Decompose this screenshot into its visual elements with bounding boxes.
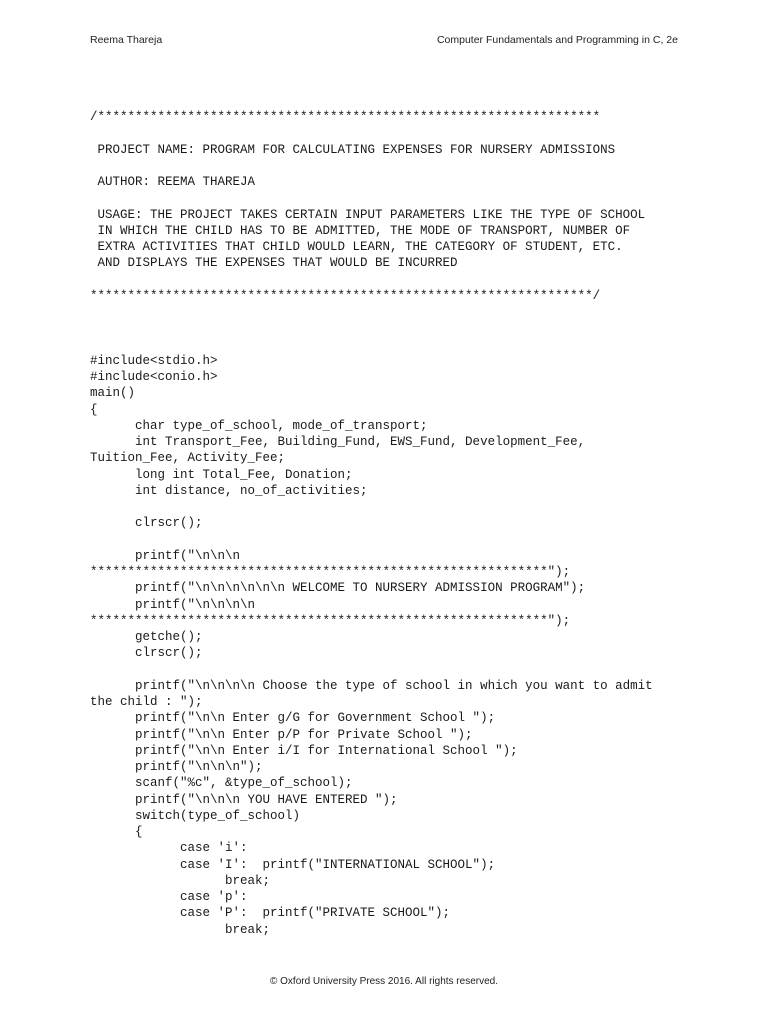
code-line: case 'i': xyxy=(90,841,248,856)
code-line: printf("\n\n\n xyxy=(90,548,241,563)
code-line xyxy=(90,158,653,174)
code-line: PROJECT NAME: PROGRAM FOR CALCULATING EXPENSES FOR NURSERY ADMISSIONS xyxy=(90,142,616,157)
code-line xyxy=(90,337,653,353)
code-line: Tuition_Fee, Activity_Fee; xyxy=(90,451,286,466)
code-line: { xyxy=(90,825,143,839)
page-header xyxy=(90,34,678,46)
code-line: { xyxy=(90,402,98,417)
code-line: printf("\n\n Enter g/G for Government School "); xyxy=(90,711,496,726)
code-line: AUTHOR: REEMA THAREJA xyxy=(90,175,256,189)
code-line: printf("\n\n\n\n Choose the type of school in which you want to admit xyxy=(90,678,653,693)
code-line xyxy=(90,304,653,320)
code-line: main() xyxy=(90,386,136,401)
code-line: getche(); xyxy=(90,630,203,644)
code-line: scanf("%c", &type_of_school); xyxy=(90,776,353,791)
code-line: printf("\n\n\n"); xyxy=(90,760,263,774)
code-line: *******************************************************************/ xyxy=(90,288,601,303)
code-line: printf("\n\n\n\n xyxy=(90,597,256,612)
code-line: the child : "); xyxy=(90,695,203,709)
code-line: break; xyxy=(90,873,271,888)
code-line: IN WHICH THE CHILD HAS TO BE ADMITTED, THE MODE OF TRANSPORT, NUMBER OF xyxy=(90,223,631,238)
code-line: case 'I': printf("INTERNATIONAL SCHOOL"); xyxy=(90,857,496,872)
code-line: AND DISPLAYS THE EXPENSES THAT WOULD BE INCURRED xyxy=(90,256,458,271)
footer-copyright: © Oxford University Press 2016. All rights reserved. xyxy=(269,976,498,987)
code-line xyxy=(90,272,653,288)
code-line xyxy=(90,320,653,336)
code-line: break; xyxy=(90,922,271,937)
code-line: clrscr(); xyxy=(90,516,203,531)
code-line: printf("\n\n\n YOU HAVE ENTERED "); xyxy=(90,792,398,807)
header-author: Reema Thareja xyxy=(90,34,163,46)
code-line: long int Total_Fee, Donation; xyxy=(90,467,353,482)
code-line: #include<conio.h> xyxy=(90,370,218,384)
code-line: printf("\n\n Enter p/P for Private School "); xyxy=(90,727,473,742)
code-line: clrscr(); xyxy=(90,646,203,661)
header-book-title: Computer Fundamentals and Programming in C, 2e xyxy=(436,34,678,46)
code-line: case 'p': xyxy=(90,890,248,904)
code-line: #include<stdio.h> xyxy=(90,353,218,368)
code-line xyxy=(90,499,653,515)
code-line: *************************************************************"); xyxy=(90,613,571,628)
code-listing xyxy=(90,109,653,938)
code-line: printf("\n\n\n\n\n\n WELCOME TO NURSERY ADMISSION PROGRAM"); xyxy=(90,581,586,596)
code-line: *************************************************************"); xyxy=(90,565,571,579)
code-line xyxy=(90,190,653,206)
code-line: char type_of_school, mode_of_transport; xyxy=(90,418,428,433)
code-line: printf("\n\n Enter i/I for International School "); xyxy=(90,743,518,758)
page-footer xyxy=(0,976,768,987)
code-line xyxy=(90,662,653,678)
code-line: case 'P': printf("PRIVATE SCHOOL"); xyxy=(90,906,451,921)
code-line: EXTRA ACTIVITIES THAT CHILD WOULD LEARN, THE CATEGORY OF STUDENT, ETC. xyxy=(90,240,623,254)
code-line: USAGE: THE PROJECT TAKES CERTAIN INPUT PARAMETERS LIKE THE TYPE OF SCHOOL xyxy=(90,207,646,222)
code-line xyxy=(90,532,653,548)
code-line xyxy=(90,125,653,141)
code-line: int distance, no_of_activities; xyxy=(90,483,368,498)
code-line: int Transport_Fee, Building_Fund, EWS_Fund, Development_Fee, xyxy=(90,435,586,449)
code-line: switch(type_of_school) xyxy=(90,808,301,823)
code-line: /******************************************************************* xyxy=(90,110,601,124)
